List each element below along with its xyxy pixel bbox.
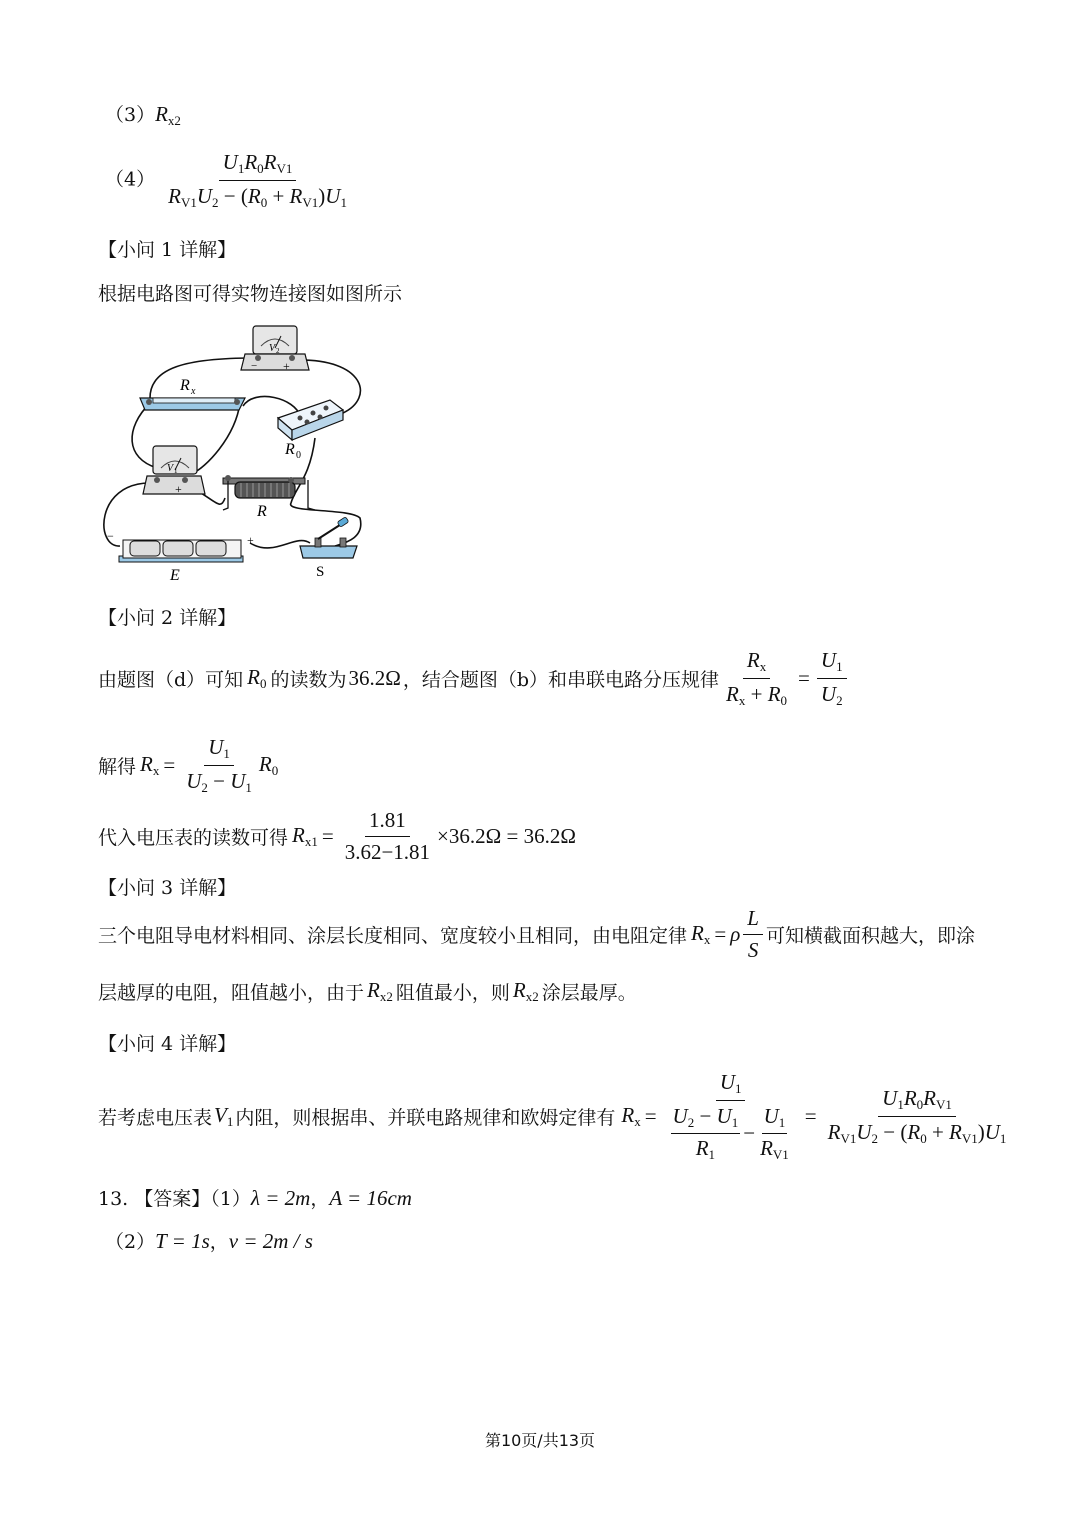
svg-text:+: + — [247, 533, 254, 547]
rx-solution-fraction: $\frac{U_1}{U_2 - U_1}$ — [186, 735, 252, 795]
voltage-divider-rhs: $\frac{U_1}{U_2}$ — [817, 648, 847, 709]
section1-heading: 【小问 1 详解】 — [98, 239, 237, 261]
section4-line: 若考虑电压表 $V_1$ 内阻，则根据串、并联电路规律和欧姆定律有 $R_x$ = $U_1$ $\frac{U_2 - U_1}{R_1}$ − $\frac{U_1}{R_{V1}}$ = $\frac{U_1R_0R_{V1}}{R_{V1}U_2 - (R_0 + R_{V1})U_1}$ — [98, 1070, 1013, 1163]
svg-text:1: 1 — [174, 467, 178, 475]
svg-text:+: + — [175, 482, 182, 496]
item-4: （4） $\frac{U_1R_0R_{V1}}{R_{V1}U_2 - (R_0 + R_{V1})U_1}$ — [105, 150, 354, 211]
svg-text:−: − — [251, 360, 258, 372]
wire — [193, 403, 240, 473]
section3-line2: 层越厚的电阻，阻值越小，由于 $R_{x2}$ 阻值最小，则 $R_{x2}$ 涂层最厚。 — [98, 978, 637, 1004]
svg-text:V: V — [269, 343, 276, 354]
section3-heading: 【小问 3 详解】 — [98, 877, 237, 899]
circuit-diagram — [95, 318, 370, 588]
svg-text:2: 2 — [276, 347, 280, 355]
rx-final-fraction: $\frac{U_1R_0R_{V1}}{R_{V1}U_2 - (R_0 + R_{V1})U_1}$ — [827, 1086, 1007, 1146]
item4-formula: $\frac{U_1R_0R_{V1}}{R_{V1}U_2 - (R_0 + R_{V1})U_1}$ — [168, 150, 347, 210]
section2-line2: 解得 $R_x$ = $\frac{U_1}{U_2 - U_1}$ $R_0$ — [98, 735, 279, 795]
svg-text:E: E — [170, 567, 180, 584]
rx2-symbol: $R_{x2}$ — [155, 102, 181, 128]
wire — [291, 438, 361, 546]
svg-text:S: S — [316, 564, 325, 580]
svg-text:+: + — [283, 359, 290, 373]
resistivity-fraction: $\frac{L}{S}$ — [743, 906, 763, 963]
section2-line3: 代入电压表的读数可得 $R_{x1}$ = $\frac{1.81}{3.62-1.81}$ ×36.2Ω = 36.2Ω — [98, 808, 576, 864]
switch-s — [300, 517, 357, 580]
rx1-fraction: $\frac{1.81}{3.62-1.81}$ — [344, 808, 431, 864]
svg-text:x: x — [191, 386, 196, 397]
section2-line1: 由题图（d）可知 $R_0$ 的读数为 36.2Ω ，结合题图（b）和串联电路分压规律 $\frac{R_x}{R_x + R_0}$ = $\frac{U_1}{U_2}$ — [98, 648, 850, 709]
q13-answer-line2: （2）T = 1s，v = 2m / s — [105, 1229, 313, 1253]
wire — [150, 358, 258, 398]
section2-heading: 【小问 2 详解】 — [98, 607, 237, 629]
section1-text: 根据电路图可得实物连接图如图所示 — [98, 283, 403, 305]
q13-answer-line1: 13. 【答案】（1）λ = 2m，A = 16cm — [98, 1186, 412, 1210]
svg-text:V: V — [167, 463, 174, 474]
battery-e — [107, 529, 254, 584]
resistor-rx — [140, 377, 245, 410]
svg-text:0: 0 — [296, 450, 301, 461]
section3-line1: 三个电阻导电材料相同、涂层长度相同、宽度较小且相同，由电阻定律 $R_x$ = ρ $\frac{L}{S}$ 可知横截面积越大，即涂 — [98, 906, 975, 962]
svg-text:−: − — [107, 529, 114, 543]
r0-symbol: $R_0$ — [247, 665, 267, 691]
page-number: 第10页/共13页 — [484, 1431, 596, 1450]
voltmeter-v2 — [241, 326, 309, 373]
voltmeter-v1 — [143, 446, 205, 496]
svg-text:R: R — [180, 377, 190, 394]
svg-text:R: R — [257, 503, 267, 520]
rheostat-r — [223, 475, 315, 520]
wires — [104, 358, 361, 548]
rx-complex-fraction: $U_1$ $\frac{U_2 - U_1}{R_1}$ − $\frac{U_1}{R_{V1}}$ — [672, 1070, 789, 1162]
section4-heading: 【小问 4 详解】 — [98, 1033, 237, 1055]
voltage-divider-lhs: $\frac{R_x}{R_x + R_0}$ — [726, 648, 788, 708]
item-3: $(3)R_{x2}$ — [105, 102, 181, 128]
svg-text:R: R — [285, 441, 295, 458]
resistance-box-r0 — [278, 400, 343, 461]
